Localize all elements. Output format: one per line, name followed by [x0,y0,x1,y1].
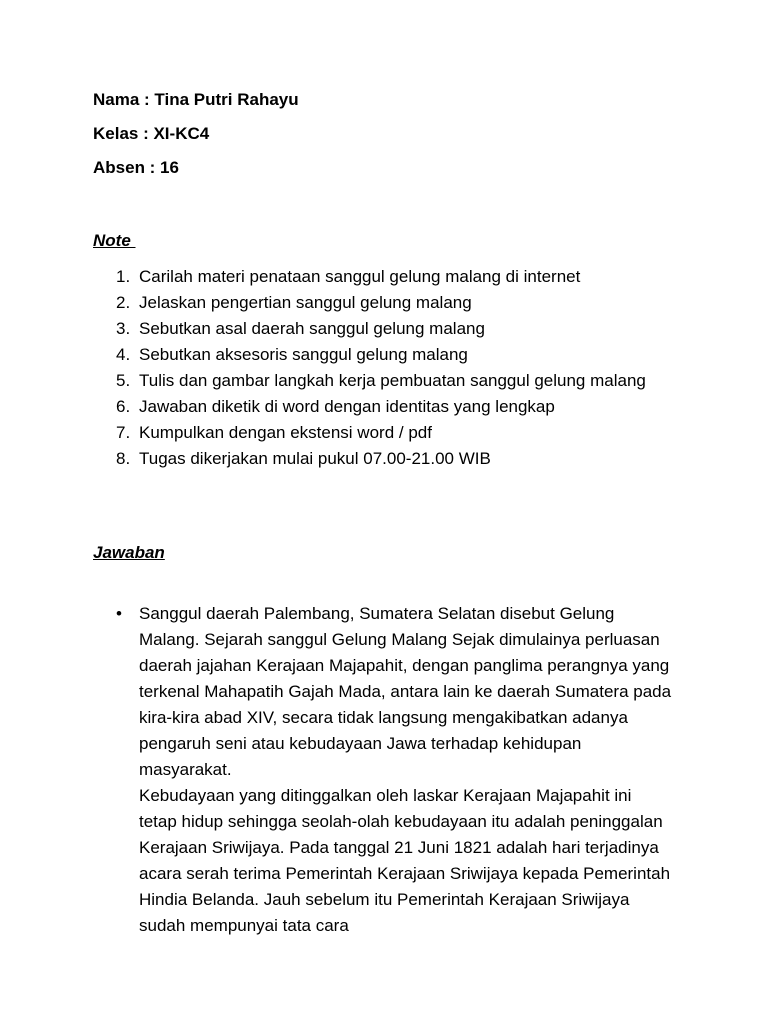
note-item [93,264,673,290]
note-item-text: Jelaskan pengertian sanggul gelung malang [139,293,472,312]
note-item [93,420,673,446]
note-list [93,264,673,472]
answer-list [93,601,673,939]
note-item-number: 5. [116,371,131,390]
answer-paragraph-2: Kebudayaan yang ditinggalkan oleh laskar Kerajaan Majapahit ini tetap hidup sehingga seolah-olah kebudayaan itu adalah peninggalan Kerajaan Sriwijaya. Pada tanggal 21 Juni 1821 adalah hari terjadinya acara serah terima Pemerintah Kerajaan Sriwijaya kepada Pemerintah Hindia Belanda. Jauh sebelum itu Pemerintah Kerajaan Sriwijaya sudah mempunyai tata cara [139,786,671,935]
note-item [93,446,673,472]
note-item-number: 8. [116,449,131,468]
note-item-text: Sebutkan asal daerah sanggul gelung malang [139,319,485,338]
note-heading: Note [93,231,136,250]
note-item [93,316,673,342]
note-item-number: 3. [116,319,131,338]
note-item-number: 7. [116,423,131,442]
answer-heading: Jawaban [93,543,165,562]
note-item [93,290,673,316]
answer-item [93,601,673,939]
student-identity [93,88,299,190]
note-item-text: Sebutkan aksesoris sanggul gelung malang [139,345,468,364]
note-item [93,394,673,420]
note-item-number: 4. [116,345,131,364]
student-attendance-number: Absen : 16 [93,158,179,177]
note-item-text: Tugas dikerjakan mulai pukul 07.00-21.00 WIB [139,449,491,468]
note-item-text: Jawaban diketik di word dengan identitas yang lengkap [139,397,555,416]
note-item-number: 6. [116,397,131,416]
note-item-text: Kumpulkan dengan ekstensi word / pdf [139,423,432,442]
student-name: Nama : Tina Putri Rahayu [93,90,299,109]
answer-paragraph-1: Sanggul daerah Palembang, Sumatera Selatan disebut Gelung Malang. Sejarah sanggul Gelung Malang Sejak dimulainya perluasan daerah jajahan Kerajaan Majapahit, dengan panglima perangnya yang terkenal Mahapatih Gajah Mada, antara lain ke daerah Sumatera pada kira-kira abad XIV, secara tidak langsung mengakibatkan adanya pengaruh seni atau kebudayaan Jawa terhadap kehidupan masyarakat. [139,604,672,779]
note-item-number: 2. [116,293,131,312]
note-item [93,342,673,368]
note-item-text: Carilah materi penataan sanggul gelung malang di internet [139,267,581,286]
note-item-text: Tulis dan gambar langkah kerja pembuatan sanggul gelung malang [139,371,646,390]
bullet-icon: • [116,604,122,623]
note-item [93,368,673,394]
student-class: Kelas : XI-KC4 [93,124,210,143]
note-item-number: 1. [116,267,131,286]
